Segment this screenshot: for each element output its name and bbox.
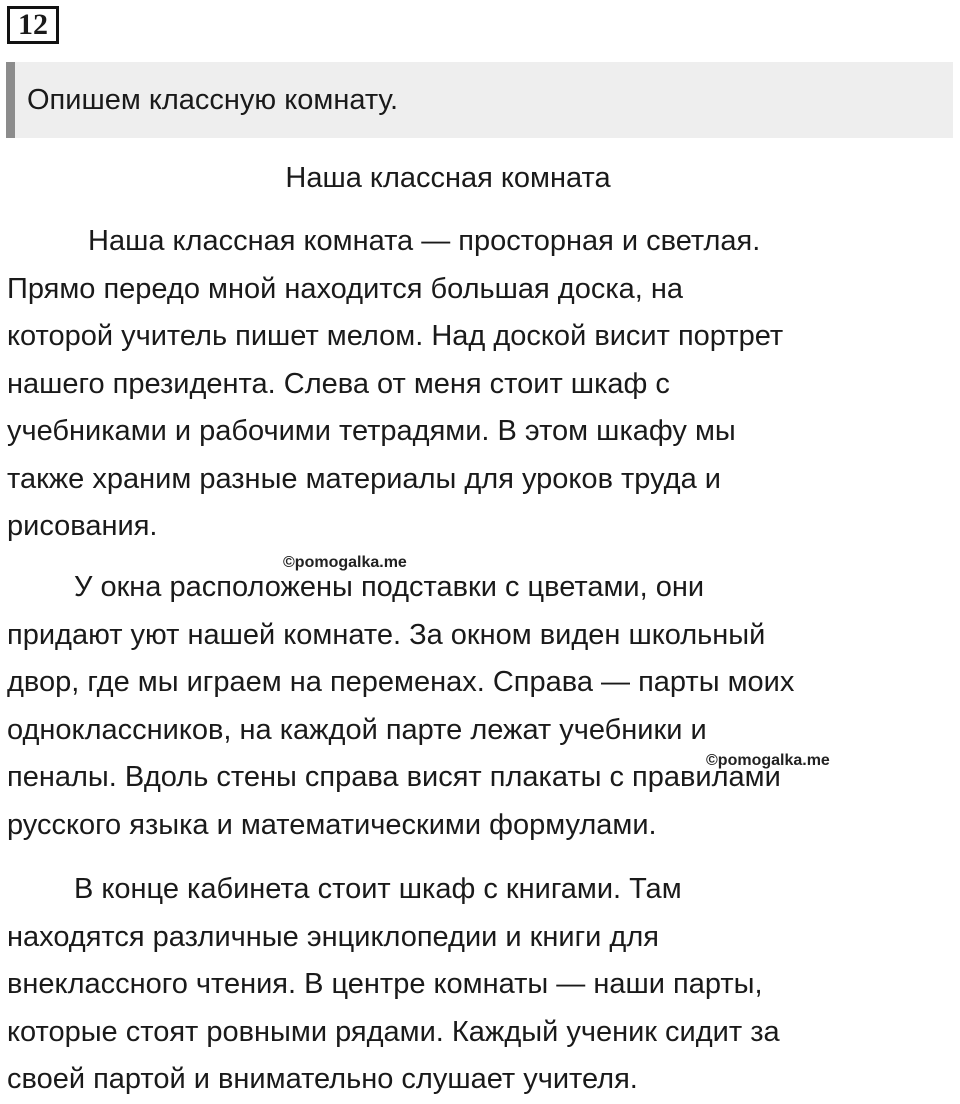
paragraph-line: Наша классная комната — просторная и светлая. <box>88 225 761 257</box>
paragraph-line: находятся различные энциклопедии и книги для <box>7 920 659 953</box>
paragraph-line: также храним разные материалы для уроков труда и <box>7 462 721 495</box>
paragraph-line: внеклассного чтения. В центре комнаты — наши парты, <box>7 968 763 1000</box>
paragraph-line: рисования. <box>7 510 158 542</box>
paragraph-line: своей партой и внимательно слушает учителя. <box>7 1063 638 1095</box>
paragraph-line: У окна расположены подставки с цветами, они <box>74 571 705 603</box>
paragraph-2 <box>7 564 794 849</box>
watermark: ©pomogalka.me <box>283 554 407 571</box>
watermark: ©pomogalka.me <box>706 752 830 769</box>
paragraph-line: двор, где мы играем на переменах. Справа — парты моих <box>7 666 795 698</box>
paragraph-line: которые стоят ровными рядами. Каждый ученик сидит за <box>7 1015 780 1048</box>
paragraph-3 <box>7 866 780 1104</box>
paragraph-line: русского языка и математическими формулами. <box>7 808 657 841</box>
paragraph-line: В конце кабинета стоит шкаф с книгами. Там <box>74 873 682 905</box>
paragraph-line: одноклассников, на каждой парте лежат учебники и <box>7 713 707 746</box>
paragraph-line: пеналы. Вдоль стены справа висят плакаты с правилами <box>7 761 781 793</box>
paragraph-line: придают уют нашей комнате. За окном виден школьный <box>7 618 766 651</box>
paragraph-1 <box>7 218 783 551</box>
task-banner: Опишем классную комнату. <box>6 62 953 138</box>
paragraph-line: которой учитель пишет мелом. Над доской висит портрет <box>7 320 784 352</box>
paragraph-line: учебниками и рабочими тетрадями. В этом шкафу мы <box>7 415 736 447</box>
paragraph-line: Прямо передо мной находится большая доска, на <box>7 272 684 305</box>
task-number: 12 <box>7 6 59 44</box>
paragraph-line: нашего президента. Слева от меня стоит шкаф с <box>7 367 670 400</box>
essay-title: Наша классная комната <box>285 162 611 194</box>
